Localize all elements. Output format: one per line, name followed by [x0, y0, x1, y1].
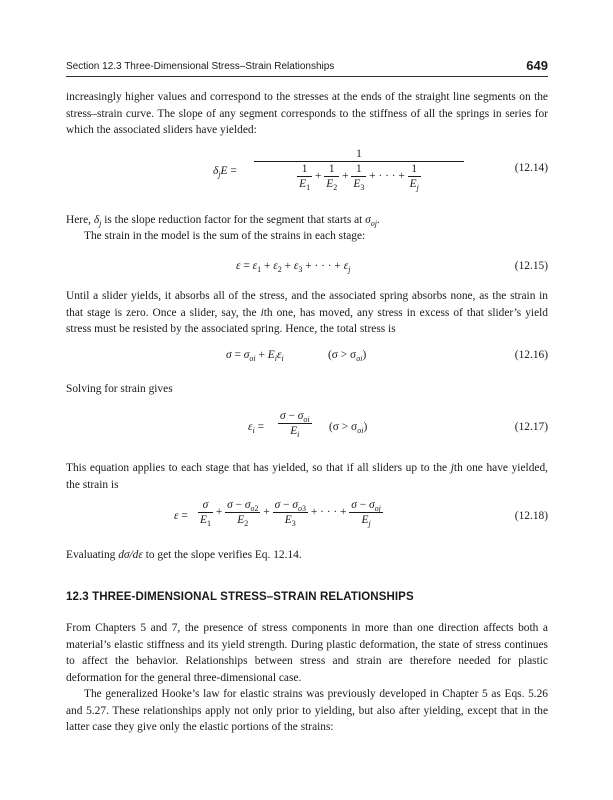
eq1217-condition: $(\sigma > \sigma_{oi})$ [329, 421, 368, 435]
paragraph-strain-sum: The strain in the model is the sum of the strains in each stage: [84, 230, 366, 242]
p4-part-b: th one, has moved, any stress in excess of that slider’s yield stress must be resisted by the associated spring. Hence, the total stress is [66, 306, 549, 336]
p7-part-a: Evaluating [66, 549, 119, 561]
paragraph-evaluating [66, 547, 548, 564]
eq-number-12-14: (12.14) [514, 162, 548, 174]
paragraph-all-sliders [66, 460, 548, 493]
p2-end: . [377, 214, 380, 226]
p2-mid: is the slope reduction factor for the segment that starts at [101, 214, 366, 226]
page-number: 649 [526, 58, 548, 73]
equation-12-14 [66, 148, 548, 198]
eq-number-12-16: (12.16) [514, 349, 548, 361]
p4-part-a: Until a slider yields, it absorbs all of the stress, and the associated spring absorbs none, as the strain in that stage is zero. Once a slider, say, the [66, 290, 548, 319]
header-section-label: Section 12.3 Three-Dimensional Stress–Strain Relationships [66, 61, 335, 72]
paragraph-intro: increasingly higher values and correspond to the stresses at the ends of the straight line segments on the stress–strain curve. The slope of any segment corresponds to the stiffness of all the springs in series for which the associated sliders have yielded: [66, 91, 548, 137]
p6-part-a: This equation applies to each stage that has yielded, so that if all sliders up to the [66, 462, 451, 474]
eq1218-lhs: ε = [174, 510, 188, 522]
equation-12-18 [66, 499, 548, 541]
eq1216-expression: $\sigma = \sigma_{oi} + E_i\varepsilon_i$ [226, 349, 284, 363]
paragraph-chapters: From Chapters 5 and 7, the presence of stress components in more than one direction affects both a material’s elastic stiffness and its yield strength. During plastic deformation, the state of stress continues to affect the behavior. Relationships between stress and strain are therefore needed for plastic deformation for the general three-dimensional case. [66, 622, 548, 684]
equation-12-16 [66, 349, 548, 367]
p6-part-b: th one have yielded, the strain is [66, 462, 548, 491]
eq-number-12-18: (12.18) [514, 510, 548, 522]
eq1217-lhs: $\varepsilon_i$ = [248, 421, 265, 435]
paragraph-solving: Solving for strain gives [66, 383, 173, 395]
p7-derivative: dσ/dε [118, 549, 143, 561]
eq1217-fraction: $\sigma - \sigma_{oi}$ $E_i$ [280, 410, 310, 439]
eq1216-condition: $(\sigma > \sigma_{oi})$ [328, 349, 367, 363]
section-heading: 12.3 THREE-DIMENSIONAL STRESS–STRAIN RELATIONSHIPS [66, 591, 414, 603]
eq1215-expression: $\varepsilon = \varepsilon_1 + \varepsilon_2 + \varepsilon_3$ + · · · + $\varepsilon_j$ [236, 260, 351, 274]
eq1216-condition-text: (σ > σ [328, 349, 357, 361]
eq-number-12-15: (12.15) [514, 260, 548, 272]
p2-prefix: Here, [66, 214, 94, 226]
running-header [66, 59, 548, 75]
eq1217-condition-text: (σ > σ [329, 421, 358, 433]
p7-part-b: to get the slope verifies Eq. 12.14. [142, 549, 302, 561]
equation-12-17 [66, 410, 548, 450]
eq1218-rhs: $\frac{\sigma}{E_1}$ + $\frac{\sigma - \sigma_{o2}}{E_2}$ + $\frac{\sigma - \sigma_{o3}}{E_3}$ + · · · + $\frac{\sigma - \sigma_{oj}}{E_j}$ [200, 499, 381, 528]
eq1214-lhs: $\delta_jE$ = [213, 165, 237, 179]
paragraph-hookes-law: The generalized Hooke’s law for elastic strains was previously developed in Chapter 5 as Eqs. 5.26 and 5.27. These relationships apply not only prior to yielding, but also after yielding, except that in the latter case they give only the elastic portions of the strains: [66, 688, 548, 734]
equation-12-15 [66, 260, 548, 278]
paragraph-slope-factor: Here, $\delta_j$ is the slope reduction factor for the segment that starts at $\sigma_{oj}$. [66, 214, 380, 228]
eq1214-fraction: 1 $\frac{1}{E_1}$ + $\frac{1}{E_2}$ + $\frac{1}{E_3}$ + · · · + $\frac{1}{E_j}$ [254, 148, 464, 190]
header-rule [66, 76, 548, 77]
paragraph-slider-yield [66, 288, 548, 338]
p6-index-j: j [450, 462, 454, 474]
p4-index-i: i [260, 306, 264, 319]
eq-number-12-17: (12.17) [514, 421, 548, 433]
